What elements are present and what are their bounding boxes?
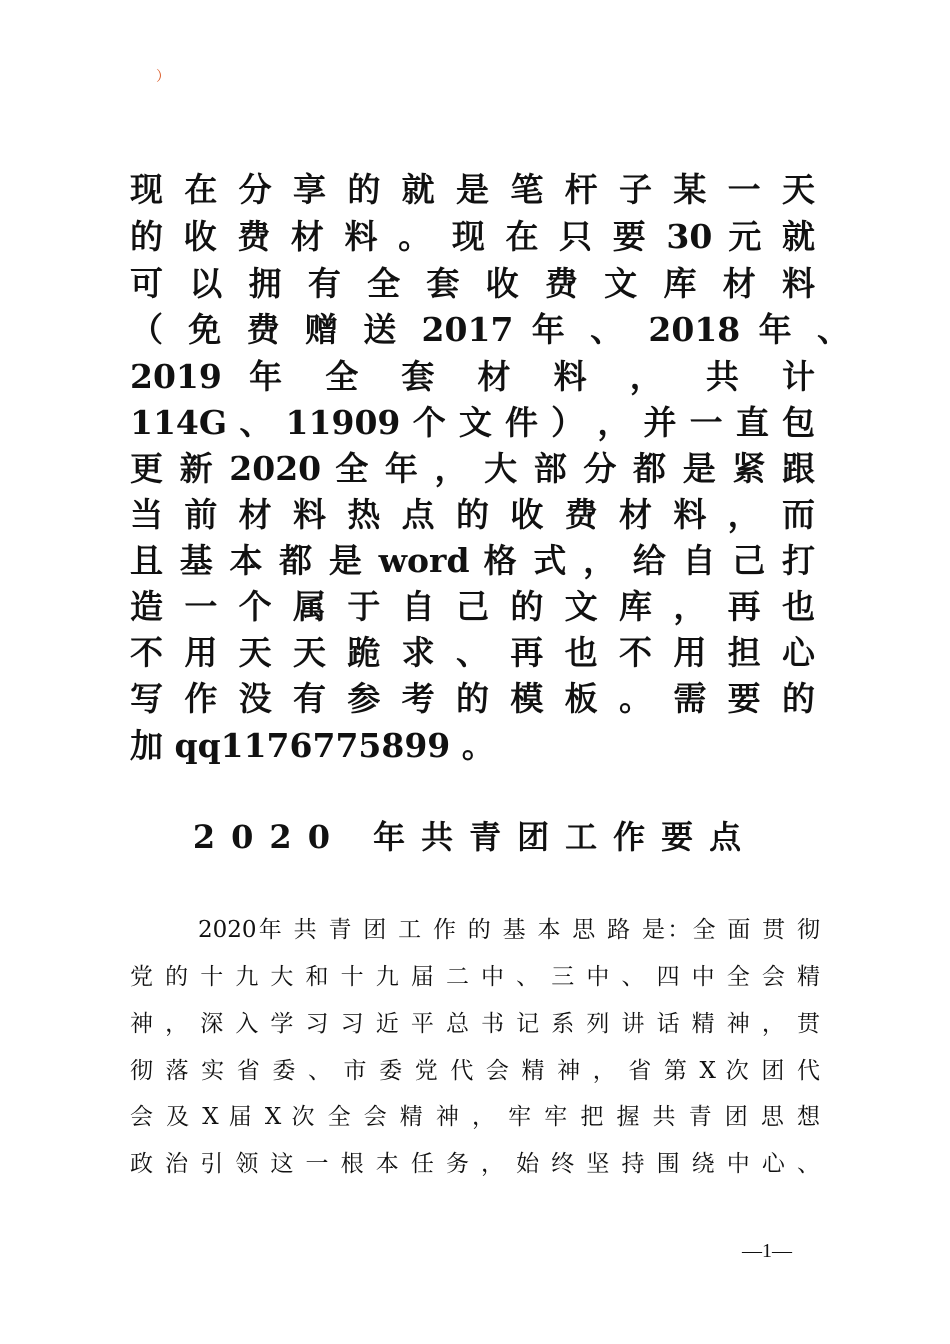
page-number: —1— [742, 1240, 792, 1262]
promo-line: 加 qq1176775899 。 [130, 726, 495, 765]
corner-mark: ） [156, 70, 170, 85]
promo-line: 造 一 个 属 于 自 己 的 文 库 ， 再 也 [130, 587, 815, 626]
promo-line: 不 用 天 天 跪 求 、 再 也 不 用 担 心 [130, 633, 815, 672]
body-line: 政 治 引 领 这 一 根 本 任 务 ， 始 终 坚 持 围 绕 中 心 、 [130, 1151, 820, 1177]
promo-line: 114G 、 11909 个 文 件 ） ， 并 一 直 包 [130, 403, 816, 442]
promo-line: 写 作 没 有 参 考 的 模 板 。 需 要 的 [130, 679, 815, 718]
body-line: 神 ， 深 入 学 习 习 近 平 总 书 记 系 列 讲 话 精 神 ， 贯 [130, 1011, 820, 1037]
promo-line: 可 以 拥 有 全 套 收 费 文 库 材 料 [130, 264, 815, 303]
document-title: 2020 年共青团工作要点 [192, 818, 758, 856]
promo-line: 2019 年 全 套 材 料 ， 共 计 [130, 357, 815, 396]
promo-line: 当 前 材 料 热 点 的 收 费 材 料 ， 而 [130, 495, 815, 534]
promo-line: 的 收 费 材 料 。 现 在 只 要 30 元 就 [130, 217, 815, 256]
promo-line: 现 在 分 享 的 就 是 笔 杆 子 某 一 天 [130, 170, 815, 209]
promo-line: （ 免 费 赠 送 2017 年 、 2018 年 、 [130, 310, 850, 349]
promo-line: 且 基 本 都 是 word 格 式 ， 给 自 己 打 [130, 541, 815, 580]
body-line: 彻 落 实 省 委 、 市 委 党 代 会 精 神 ， 省 第 X 次 团 代 [130, 1058, 820, 1084]
body-line: 会 及 X 届 X 次 全 会 精 神 ， 牢 牢 把 握 共 青 团 思 想 [130, 1104, 820, 1130]
body-line: 2020年 共 青 团 工 作 的 基 本 思 路 是：全 面 贯 彻 [198, 917, 820, 943]
promo-line: 更 新 2020 全 年 ， 大 部 分 都 是 紧 跟 [130, 449, 815, 488]
body-line: 党 的 十 九 大 和 十 九 届 二 中 、 三 中 、 四 中 全 会 精 [130, 964, 820, 990]
